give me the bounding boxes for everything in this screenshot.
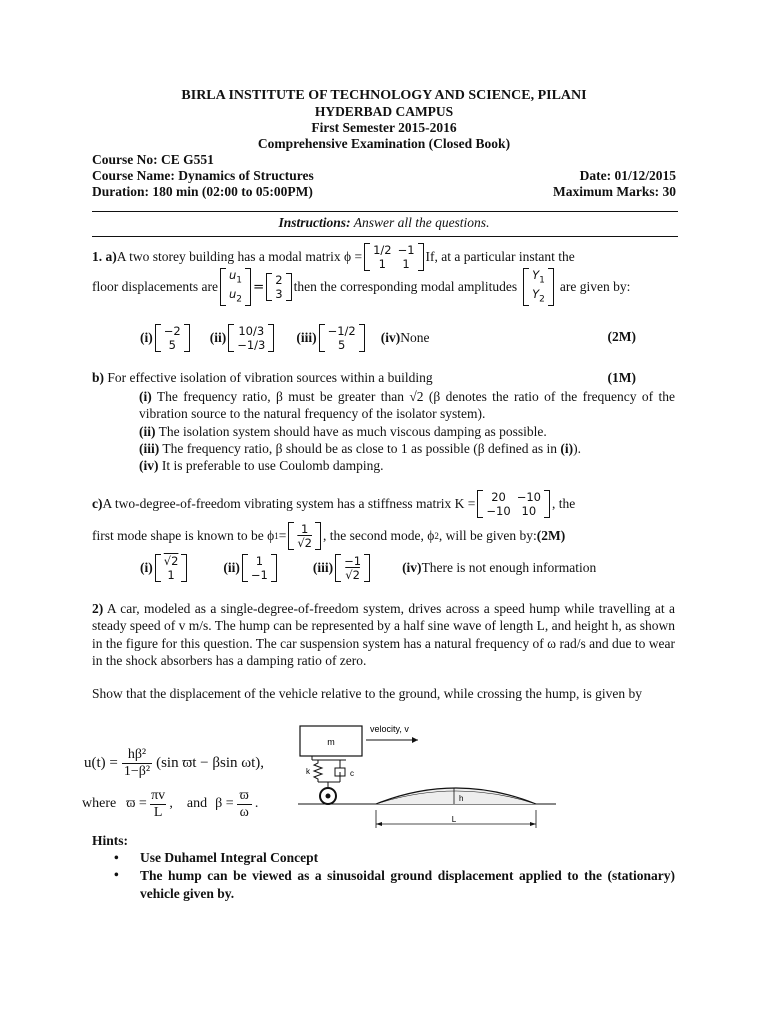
u-vector-sub: 2 [236,294,242,305]
hint-2: The hump can be viewed as a sinusoidal ground displacement applied to the (stationary) vehicle given by. [140,868,675,901]
b-fraction [237,788,252,821]
q1c-opt4-text: There is not enough information [421,560,597,575]
q1c-options [140,551,596,585]
q1b-i-label: (i) [139,389,152,404]
top-divider [92,211,678,212]
first-mode-cell: 1 [301,522,309,536]
q1c-opt2-cell: 1 [255,554,264,568]
and-label: and [186,796,208,811]
q1c-text4-sub: 2 [434,531,439,541]
w-numerator: πv [151,787,166,803]
first-mode-cell: √2 [297,536,312,550]
q1a-text3: floor displacements are [92,279,218,294]
q2-paragraph [92,600,675,669]
y-vector-sub: 2 [539,294,545,305]
hint-1: Use Duhamel Integral Concept [140,850,319,865]
q1a-opt4-text: None [400,330,430,345]
q1b-number: b) [92,370,105,385]
q1c-opt3-vector [335,554,370,582]
u-vector-cell: u [228,287,237,301]
b-denominator: ω [237,804,252,821]
q1c-line2 [92,519,565,553]
q1c-number: c) [92,496,103,511]
b-numerator: ϖ [239,787,249,803]
q1c-line1 [92,488,678,520]
modal-matrix [364,243,423,271]
q1b-iv-label: (iv) [139,458,159,473]
instructions [0,215,768,231]
q1c-opt2-label: (ii) [223,560,240,575]
course-no: Course No: CE G551 [92,152,214,167]
first-mode-vector [288,522,321,550]
q1a-opt2-label: (ii) [209,330,227,345]
q1b-ii-text: The isolation system should have as much viscous damping as possible. [155,424,547,439]
q1a-opt1-cell: −2 [163,324,181,338]
stiffness-cell: 10 [521,504,537,518]
q1c-opt4-label: (iv) [402,560,422,575]
q2-paragraph-2: Show that the displacement of the vehicle relative to the ground, while crossing the hump, is given by [92,686,642,701]
semester-title: First Semester 2015-2016 [311,120,457,135]
modal-matrix-cell: 1 [402,257,410,271]
stiffness-cell: −10 [486,504,511,518]
q1a-opt2-vector [228,324,274,352]
displacement-vector [266,273,291,301]
q1c-opt1-cell: √2 [163,554,179,568]
car-hump-figure [298,718,558,836]
q1c-opt3-cell: √2 [345,568,360,582]
where-label: where [82,796,117,811]
q1b-option-iii [139,440,581,457]
q1a-number: 1. a) [92,249,117,264]
modal-matrix-cell: −1 [397,243,415,257]
mass-label: m [327,737,335,747]
q1c-text3: first mode shape is known to be ϕ [92,528,275,543]
q1c-opt2-vector [242,554,277,582]
q1b-iii-text: The frequency ratio, β should be as close to 1 as possible (β defined as in [159,441,561,456]
damper-label: c [350,769,354,778]
q2-number: 2) [92,601,104,616]
q2-text: A car, modeled as a single-degree-of-freedom system, drives across a speed hump while travelling at a steady speed of v m/s. The hump can be represented by a half sine wave of length L, and height h, as shown in the figure for this question. The car suspension system has a natural frequency of ω rad/s and due to wear in the shock absorbers has a damping ratio of zero. [92,601,675,668]
duration: Duration: 180 min (02:00 to 05:00PM) [92,184,313,199]
length-label: L [451,815,457,824]
q1a-text5: are given by: [559,279,631,294]
q1a-opt3-vector [319,324,365,352]
q1a-opt1-cell: 5 [168,338,176,352]
q1b-iii-end: ). [573,441,582,456]
eq-denominator: 1−β² [123,763,151,779]
b-lhs: β = [215,796,234,811]
course-name: Course Name: Dynamics of Structures [92,168,314,183]
q1a-text4: then the corresponding modal amplitudes [293,279,518,294]
q1c-text4-end: , will be given by: [438,528,537,543]
w-denominator: L [150,804,167,821]
q1b-marks: (1M) [607,370,636,385]
w-lhs: ϖ = [126,796,147,811]
q1a-opt4-label: (iv) [380,330,401,345]
q1a-opt1-label: (i) [140,330,153,345]
institute-title: BIRLA INSTITUTE OF TECHNOLOGY AND SCIENCE, PILANI [181,88,587,103]
instructions-label: Instructions: [278,215,351,230]
q1b-i-text: The frequency ratio, β must be greater than √2 (β denotes the ratio of the frequency of the vibration source to the natural frequency of the isolator system). [139,389,675,421]
y-vector-cell: Y [532,267,540,282]
q1a-opt2-cell: 10/3 [238,324,265,338]
u-vector [220,268,251,307]
exam-title: Comprehensive Examination (Closed Book) [257,136,511,151]
stiffness-cell: 20 [491,490,506,504]
q1c-marks: (2M) [536,528,566,543]
q1c-text3-sub: 1 [274,531,279,541]
w-fraction [150,788,167,821]
q1a-opt2-cell: −1/3 [237,338,266,352]
q1b-iv-text: It is preferable to use Coulomb damping. [158,458,384,473]
q1c-opt1-cell: 1 [167,568,175,582]
q1b-iii-label: (iii) [139,441,160,456]
q1a-line1 [92,241,575,273]
hint-bullet-2: • [114,867,119,882]
q1a-opt3-label: (iii) [296,330,317,345]
stiffness-matrix [477,490,550,518]
y-vector-cell: Y [532,287,540,301]
hint-bullet-1: • [114,850,119,865]
q1b-option-iv [139,457,383,474]
campus-title: HYDERBAD CAMPUS [314,104,454,119]
speed-hump [376,788,536,804]
q1b-text: For effective isolation of vibration sources within a building [104,370,433,385]
q1a-opt1-vector [155,324,190,352]
modal-matrix-cell: 1/2 [373,243,392,257]
q1a-options [140,321,430,355]
q1c-opt3-label: (iii) [312,560,334,575]
y-vector [523,268,554,307]
eq-lhs: u(t) = [84,754,118,771]
eq-rhs: (sin ϖt − βsin ωt), [156,754,265,771]
height-label: h [459,794,464,803]
q1c-text1: A two-degree-of-freedom vibrating system has a stiffness matrix K = [102,496,476,511]
bottom-divider [92,236,678,237]
modal-matrix-cell: 1 [378,257,386,271]
hints-title: Hints: [92,833,129,848]
velocity-label: velocity, v [370,724,409,734]
q1c-text3-eq: = [278,528,287,543]
displacement-equation [84,741,264,785]
spring-icon [314,760,322,782]
y-vector-sub: 1 [539,275,545,285]
q1a-opt3-cell: −1/2 [327,324,356,338]
q1a-text1: A two storey building has a modal matrix ϕ = [116,249,363,264]
eq-fraction [122,747,152,780]
exam-date: Date: 01/12/2015 [579,168,676,183]
q1c-opt2-cell: −1 [250,568,268,582]
b-end: . [254,796,259,811]
max-marks: Maximum Marks: 30 [553,184,676,199]
q1a-marks: (2M) [607,329,636,344]
velocity-arrowhead [412,737,418,743]
q1b-option-i [139,388,675,422]
displacement-cell: 3 [275,287,283,301]
spring-label: k [306,767,310,776]
where-equation: where ϖ = $\frac{\pi v}{L}$ , and β = $\frac{ϖ}{\omega}$ . [82,787,259,820]
q1c-text4: , the second mode, ϕ [323,528,435,543]
instructions-text: Answer all the questions. [350,215,490,230]
displacement-cell: 2 [275,273,283,287]
q1c-opt1-vector [155,554,188,582]
q1a-opt3-cell: 5 [338,338,346,352]
q1c-opt3-cell: −1 [344,554,362,568]
stiffness-cell: −10 [516,490,541,504]
q1b-iii-ref: (i) [560,441,574,456]
q1b-stem [92,370,433,386]
q1c-opt1-label: (i) [140,560,153,575]
q1c-text2: , the [551,496,576,511]
u-vector-sub: 1 [236,275,242,285]
q1b-ii-label: (ii) [139,424,156,439]
eq-numerator: hβ² [127,746,147,762]
q1a-line2: floor displacements are $u_1$ $u_2$ = 2 3 then the corresponding modal amplitudes $Y_1$ $Y_2$ are given by: [92,267,631,305]
q1a-text2: If, at a particular instant the [425,249,575,264]
q1b-option-ii [139,423,547,440]
u-vector-cell: u [228,267,237,282]
